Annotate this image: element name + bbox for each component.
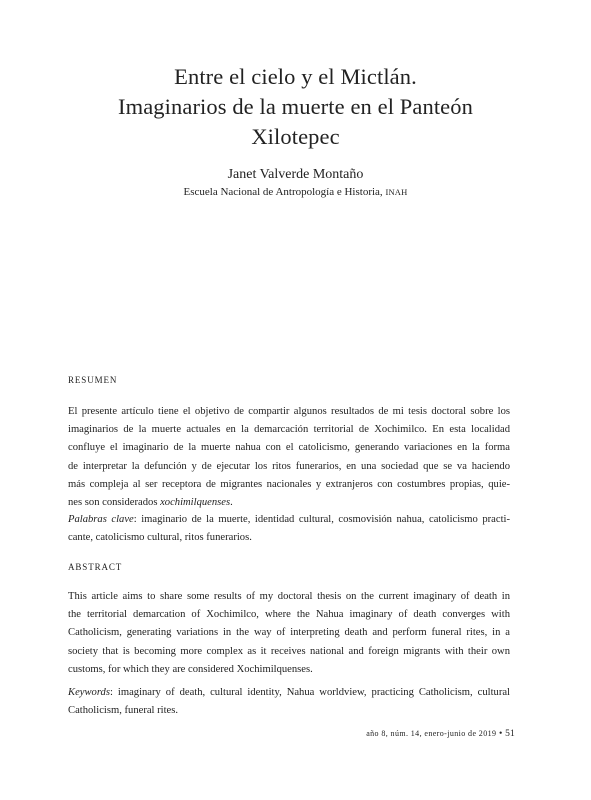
abstract-body [68, 588, 510, 679]
resumen-last-line [68, 494, 510, 512]
page-footer [366, 729, 515, 739]
palabras-clave-line: cante, catolicismo cultural, ritos funerarios. [68, 532, 252, 544]
resumen-body [68, 403, 510, 512]
abstract-line: Catholicism, generating variations in the way of interpreting death and perform funeral rites, in a [68, 627, 510, 639]
keywords-line [68, 684, 510, 702]
abstract-line: customs, for which they are considered Xochimilquenses. [68, 663, 313, 675]
author-affiliation [0, 184, 591, 200]
palabras-clave-block [68, 511, 510, 547]
resumen-line: más compleja al ser receptora de migrantes nacionales y extranjeros con costumbres propias, quie- [68, 478, 510, 490]
affiliation-institution: Escuela Nacional de Antropología e Historia, [183, 186, 383, 198]
palabras-clave-text: : imaginario de la muerte, identidad cultural, cosmovisión nahua, catolicismo practi- [133, 514, 511, 525]
abstract-line: This article aims to share some results of my doctoral thesis on the current imaginary of death in [68, 591, 510, 602]
title-line-2: Imaginarios de la muerte en el Panteón [118, 94, 473, 119]
abstract-heading: ABSTRACT [68, 562, 123, 572]
keywords-block [68, 684, 510, 720]
footer-bullet: • [498, 729, 503, 739]
palabras-clave-line [68, 511, 510, 529]
resumen-line: imaginarios de la muerte actuales en la demarcación territorial de Xochimilco. En esta localidad [68, 424, 510, 436]
affiliation-abbreviation: INAH [385, 187, 408, 197]
page-number: 51 [505, 729, 515, 739]
author-name: Janet Valverde Montaño [227, 167, 364, 182]
resumen-line: de interpretar la defunción y de ejecutar los ritos funerarios, en una sociedad que se va haciendo [68, 460, 510, 472]
article-title [60, 62, 531, 152]
resumen-period: . [230, 497, 233, 509]
title-line-3: Xilotepec [251, 124, 340, 149]
keywords-text: : imaginary of death, cultural identity, Nahua worldview, practicing Catholicism, cultural [109, 687, 510, 698]
title-line-1: Entre el cielo y el Mictlán. [174, 64, 417, 89]
resumen-italic-term: xochimilquenses [160, 497, 231, 509]
abstract-line: the territorial demarcation of Xochimilco, where the Nahua imaginary of death converges with [68, 609, 510, 621]
journal-issue: año 8, núm. 14, enero-junio de 2019 [366, 729, 497, 738]
resumen-last-text: nes son considerados [68, 497, 161, 509]
abstract-line: society that is becoming more complex as it receives national and foreign migrants with their own [68, 645, 510, 657]
resumen-line: El presente artículo tiene el objetivo de compartir algunos resultados de mi tesis doctoral sobre los [68, 406, 510, 417]
resumen-line: confluye el imaginario de la muerte nahua con el catolicismo, generando variaciones en la forma [68, 442, 510, 454]
keywords-label: Keywords [68, 687, 110, 698]
palabras-clave-label: Palabras clave [68, 514, 134, 525]
resumen-heading: RESUMEN [68, 375, 118, 385]
keywords-line: Catholicism, funeral rites. [68, 705, 179, 717]
